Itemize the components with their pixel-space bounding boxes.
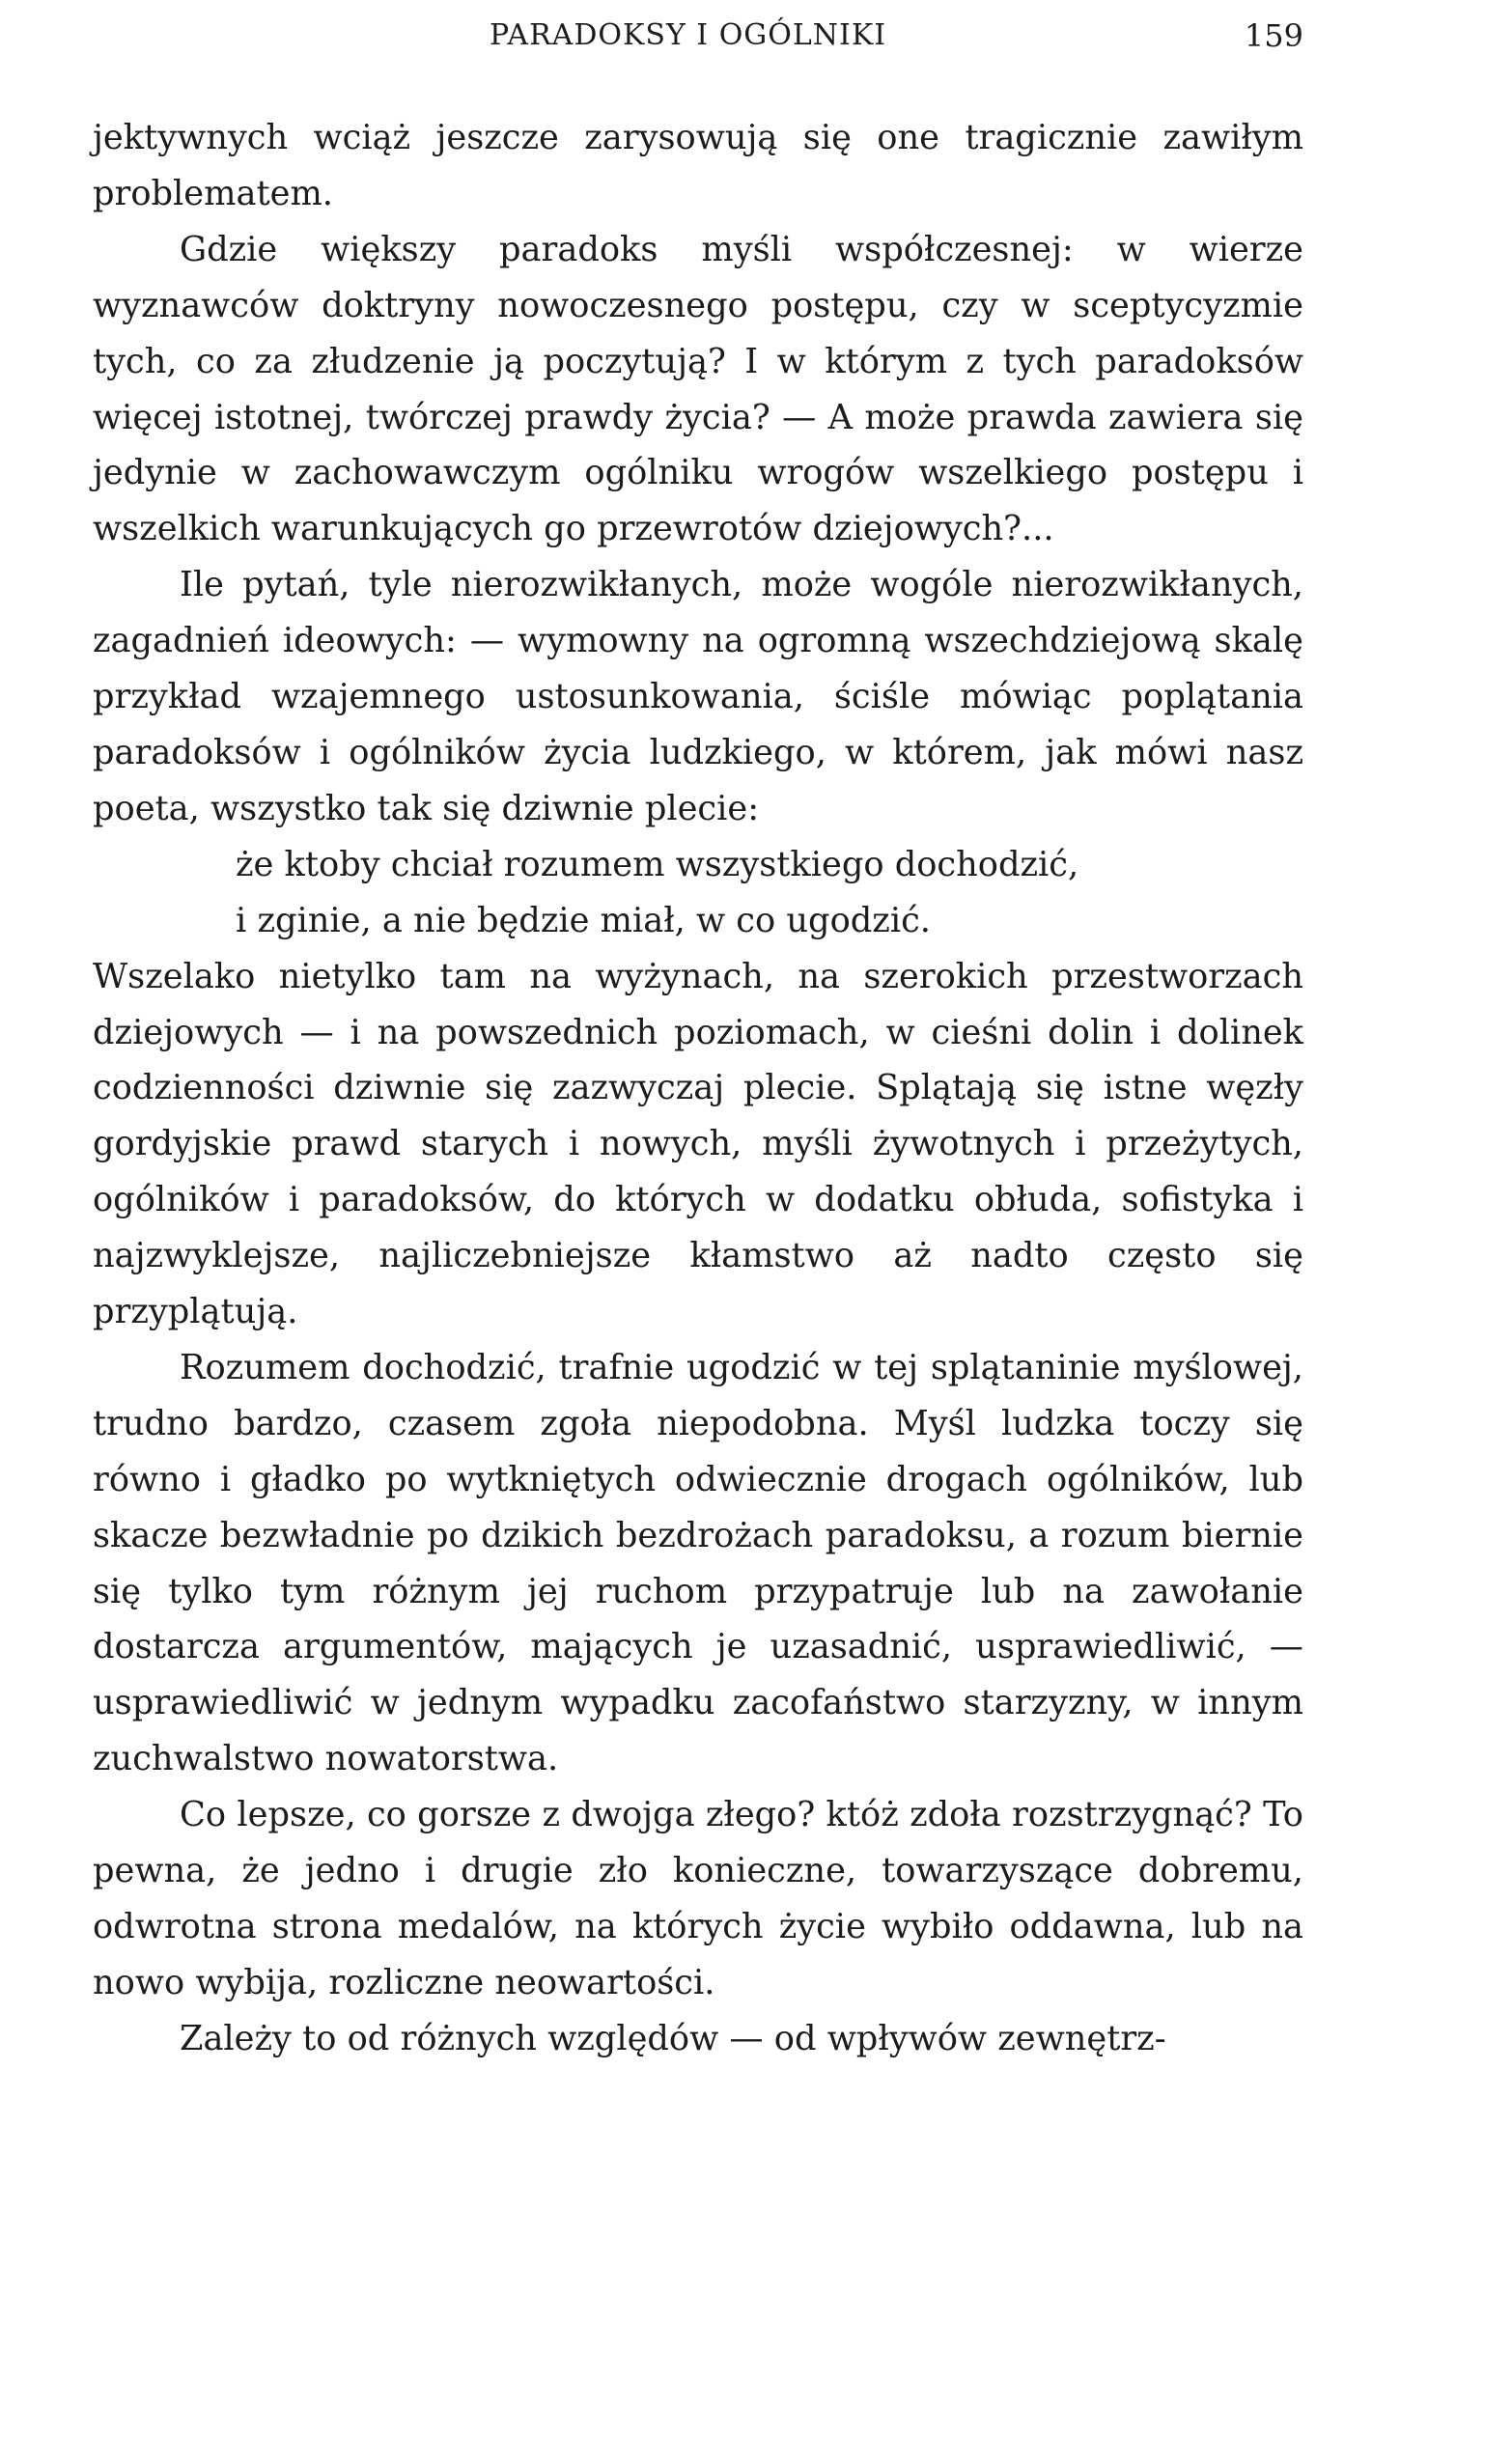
running-header <box>93 12 1319 60</box>
verse-line: że ktoby chciał rozumem wszystkiego dochodzić, <box>236 844 1079 884</box>
paragraph: Gdzie większy paradoks myśli współczesnej: w wierze wyznawców doktryny nowoczesnego postępu, czy w sceptycyzmie tych, co za złudzenie ją poczytują? I w którym z tych paradoksów więcej istotnej, twórczej prawdy życia? — A może prawda zawiera się jedynie w zachowawczym ogólniku wrogów wszelkiego postępu i wszelkich warunkujących go przewrotów dziejowych?... <box>93 229 1303 549</box>
body-text <box>93 110 1303 2067</box>
paragraph: Ile pytań, tyle nierozwikłanych, może wogóle nierozwikłanych, zagadnień ideowych: — wymowny na ogromną wszechdziejową skalę przykład wzajemnego ustosunkowania, ściśle mówiąc poplątania paradoksów i ogólników życia ludzkiego, w którem, jak mówi nasz poeta, wszystko tak się dziwnie plecie: <box>93 565 1303 828</box>
running-title: PARADOKSY I OGÓLNIKI <box>490 18 887 52</box>
paragraph-continuation: jektywnych wciąż jeszcze zarysowują się one tragicznie zawiłym problematem. <box>93 118 1303 213</box>
paragraph: Zależy to od różnych względów — od wpływów zewnętrz- <box>180 2018 1166 2058</box>
book-page <box>93 0 1319 2462</box>
paragraph: Wszelako nietylko tam na wyżynach, na szerokich przestworzach dziejowych — i na powszednich poziomach, w cieśni dolin i dolinek codzienności dziwnie się zazwyczaj plecie. Splątają się istne węzły gordyjskie prawd starych i nowych, myśli żywotnych i przeżytych, ogólników i paradoksów, do których w dodatku obłuda, sofistyka i najzwyklejsze, najliczebniejsze kłamstwo aż nadto często się przyplątują. <box>93 956 1303 1332</box>
verse-line: i zginie, a nie będzie miał, w co ugodzić. <box>236 900 931 940</box>
page-number: 159 <box>1244 17 1303 54</box>
verse-quote <box>93 837 1303 949</box>
paragraph: Rozumem dochodzić, trafnie ugodzić w tej splątaninie myślowej, trudno bardzo, czasem zgoła niepodobna. Myśl ludzka toczy się równo i gładko po wytkniętych odwiecznie drogach ogólników, lub skacze bezwładnie po dzikich bezdrożach paradoksu, a rozum biernie się tylko tym różnym jej ruchom przypatruje lub na zawołanie dostarcza argumentów, mających je uzasadnić, usprawiedliwić, — usprawiedliwić w jednym wypadku zacofaństwo starzyzny, w innym zuchwalstwo nowatorstwa. <box>93 1347 1303 1779</box>
paragraph: Co lepsze, co gorsze z dwojga złego? któż zdoła rozstrzygnąć? To pewna, że jedno i drugie zło konieczne, towarzyszące dobremu, odwrotna strona medalów, na których życie wybiło oddawna, lub na nowo wybija, rozliczne neowartości. <box>93 1795 1303 2002</box>
